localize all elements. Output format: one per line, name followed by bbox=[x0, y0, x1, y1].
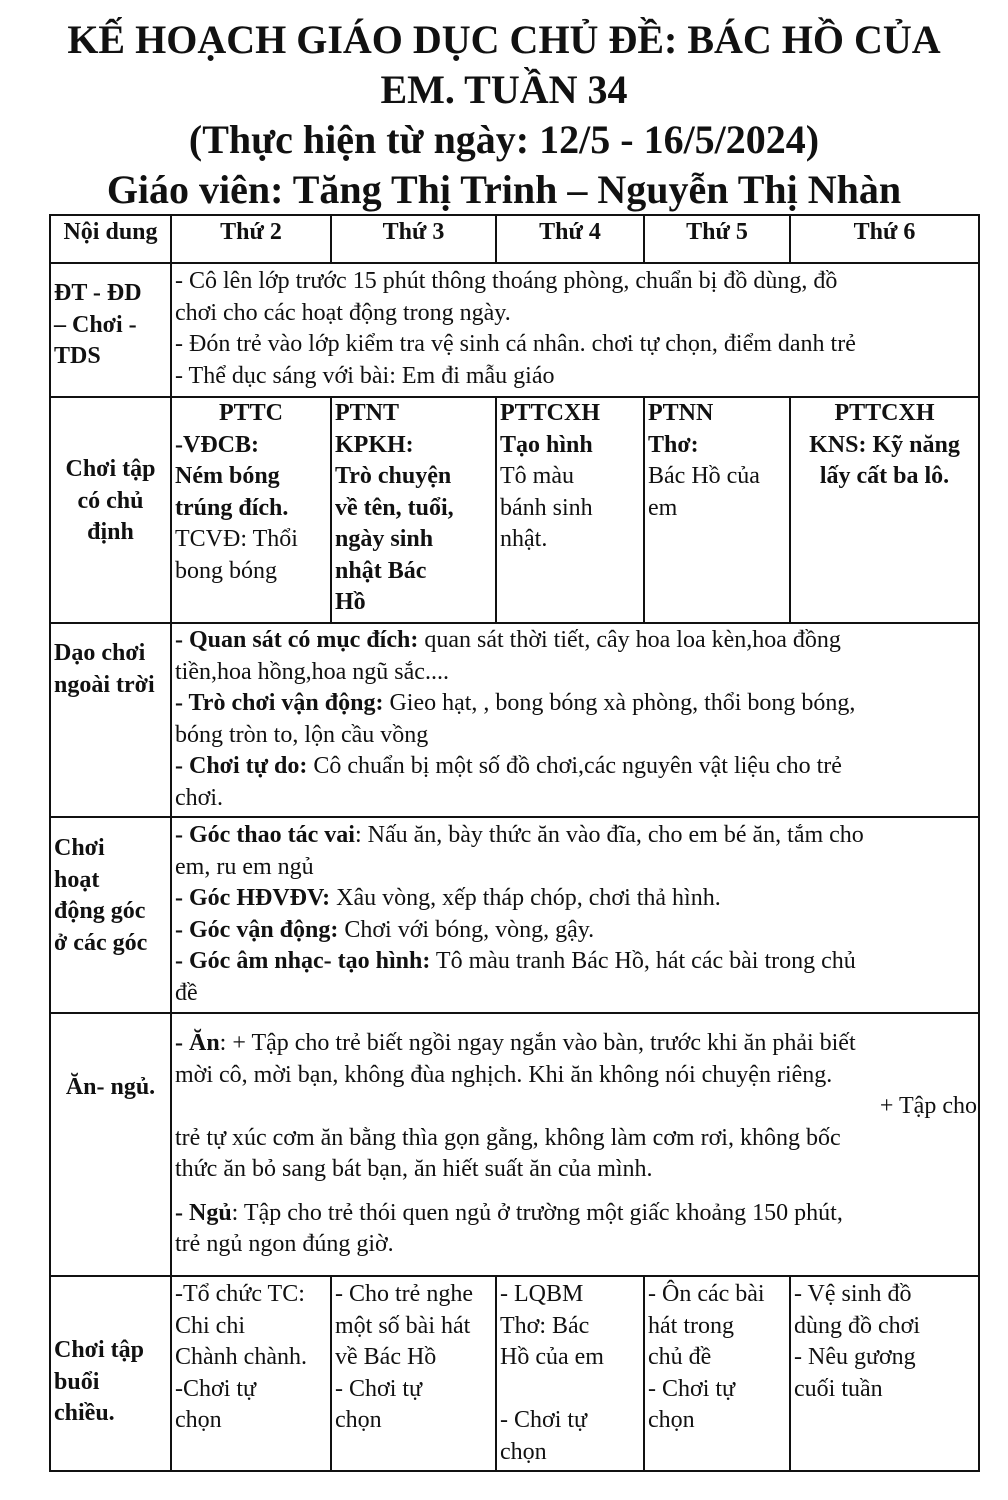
row-label-choi-goc: Chơi hoạt động góc ở các góc bbox=[54, 835, 148, 956]
title-date-range: (Thực hiện từ ngày: 12/5 - 16/5/2024) bbox=[188, 117, 820, 162]
choitap-wed: PTTCXH Tạo hình Tô màu bánh sinh nhật. bbox=[500, 400, 601, 552]
dtdd-content: - Cô lên lớp trước 15 phút thông thoáng phòng, chuẩn bị đồ dùng, đồ chơi cho các hoạt động trong ngày. - Đón trẻ vào lớp kiểm tra vệ sinh cá nhân. chơi tự chọn, điểm danh trẻ - Thể dục sáng với bài: Em đi mẫu giáo bbox=[175, 268, 856, 389]
header-fri: Thứ 6 bbox=[853, 219, 916, 245]
choitap-fri: PTTCXH KNS: Kỹ năng lấy cất ba lô. bbox=[809, 400, 960, 489]
chieu-wed: - LQBM Thơ: Bác Hồ của em - Chơi tự chọn bbox=[500, 1281, 604, 1465]
choitap-thu: PTNN Thơ: Bác Hồ của em bbox=[648, 400, 760, 521]
chieu-tue: - Cho trẻ nghe một số bài hát về Bác Hồ - Chơi tự chọn bbox=[335, 1281, 473, 1433]
choitap-tue: PTNT KPKH: Trò chuyện về tên, tuổi, ngày sinh nhật Bác Hồ bbox=[335, 400, 454, 615]
row-label-choi-tap: Chơi tập có chủ định bbox=[65, 456, 156, 545]
chieu-mon: -Tổ chức TC: Chi chi Chành chành. -Chơi tự chọn bbox=[175, 1281, 307, 1433]
title-teachers: Giáo viên: Tăng Thị Trinh – Nguyễn Thị Nhàn bbox=[106, 167, 902, 212]
choi-goc-content: - Góc thao tác vai: Nấu ăn, bày thức ăn vào đĩa, cho em bé ăn, tắm cho em, ru em ngủ - Góc HĐVĐV: Xâu vòng, xếp tháp chóp, chơi thả hình. - Góc vận động: Chơi với bóng, vòng, gậy. - Góc âm nhạc- tạo hình: Tô màu tranh Bác Hồ, hát các bài trong chủ đề bbox=[175, 822, 864, 1006]
an-ngu-content: - Ăn: + Tập cho trẻ biết ngồi ngay ngắn vào bàn, trước khi ăn phải biết mời cô, mời bạn, không đùa nghịch. Khi ăn không nói chuyện riêng. + Tập cho trẻ tự xúc cơm ăn bằng thìa gọn gằng, không làm cơm rơi, không bốc thức ăn bỏ sang bát bạn, ăn hiết suất ăn của mình. - Ngủ: Tập cho trẻ thói quen ngủ ở trường một giấc khoảng 150 phút, trẻ ngủ ngon đúng giờ. bbox=[175, 1030, 977, 1257]
row-label-dao-choi: Dạo chơi ngoài trời bbox=[54, 640, 155, 698]
chieu-fri: - Vệ sinh đồ dùng đồ chơi - Nêu gương cuối tuần bbox=[794, 1281, 921, 1402]
header-mon: Thứ 2 bbox=[220, 219, 282, 245]
chieu-thu: - Ôn các bài hát trong chủ đề - Chơi tự chọn bbox=[648, 1281, 765, 1433]
row-label-an-ngu: Ăn- ngủ. bbox=[65, 1074, 156, 1100]
header-content: Nội dung bbox=[63, 219, 158, 245]
dao-choi-content: - Quan sát có mục đích: quan sát thời tiết, cây hoa loa kèn,hoa đồng tiền,hoa hồng,hoa ngũ sắc.... - Trò chơi vận động: Gieo hạt, , bong bóng xà phòng, thổi bong bóng, bóng tròn to, lộn cầu vồng - Chơi tự do: Cô chuẩn bị một số đồ chơi,các nguyên vật liệu cho trẻ chơi. bbox=[175, 627, 856, 811]
title-line-2: EM. TUẦN 34 bbox=[380, 67, 628, 112]
header-tue: Thứ 3 bbox=[382, 219, 445, 245]
row-label-dtdd: ĐT - ĐD – Chơi - TDS bbox=[54, 280, 142, 369]
choitap-mon: PTTC -VĐCB: Ném bóng trúng đích. TCVĐ: Thổi bong bóng bbox=[175, 400, 298, 584]
row-label-chieu: Chơi tập buổi chiều. bbox=[54, 1337, 144, 1426]
title-line-1: KẾ HOẠCH GIÁO DỤC CHỦ ĐỀ: BÁC HỒ CỦA bbox=[67, 17, 941, 62]
header-wed: Thứ 4 bbox=[539, 219, 601, 245]
header-thu: Thứ 5 bbox=[686, 219, 748, 245]
